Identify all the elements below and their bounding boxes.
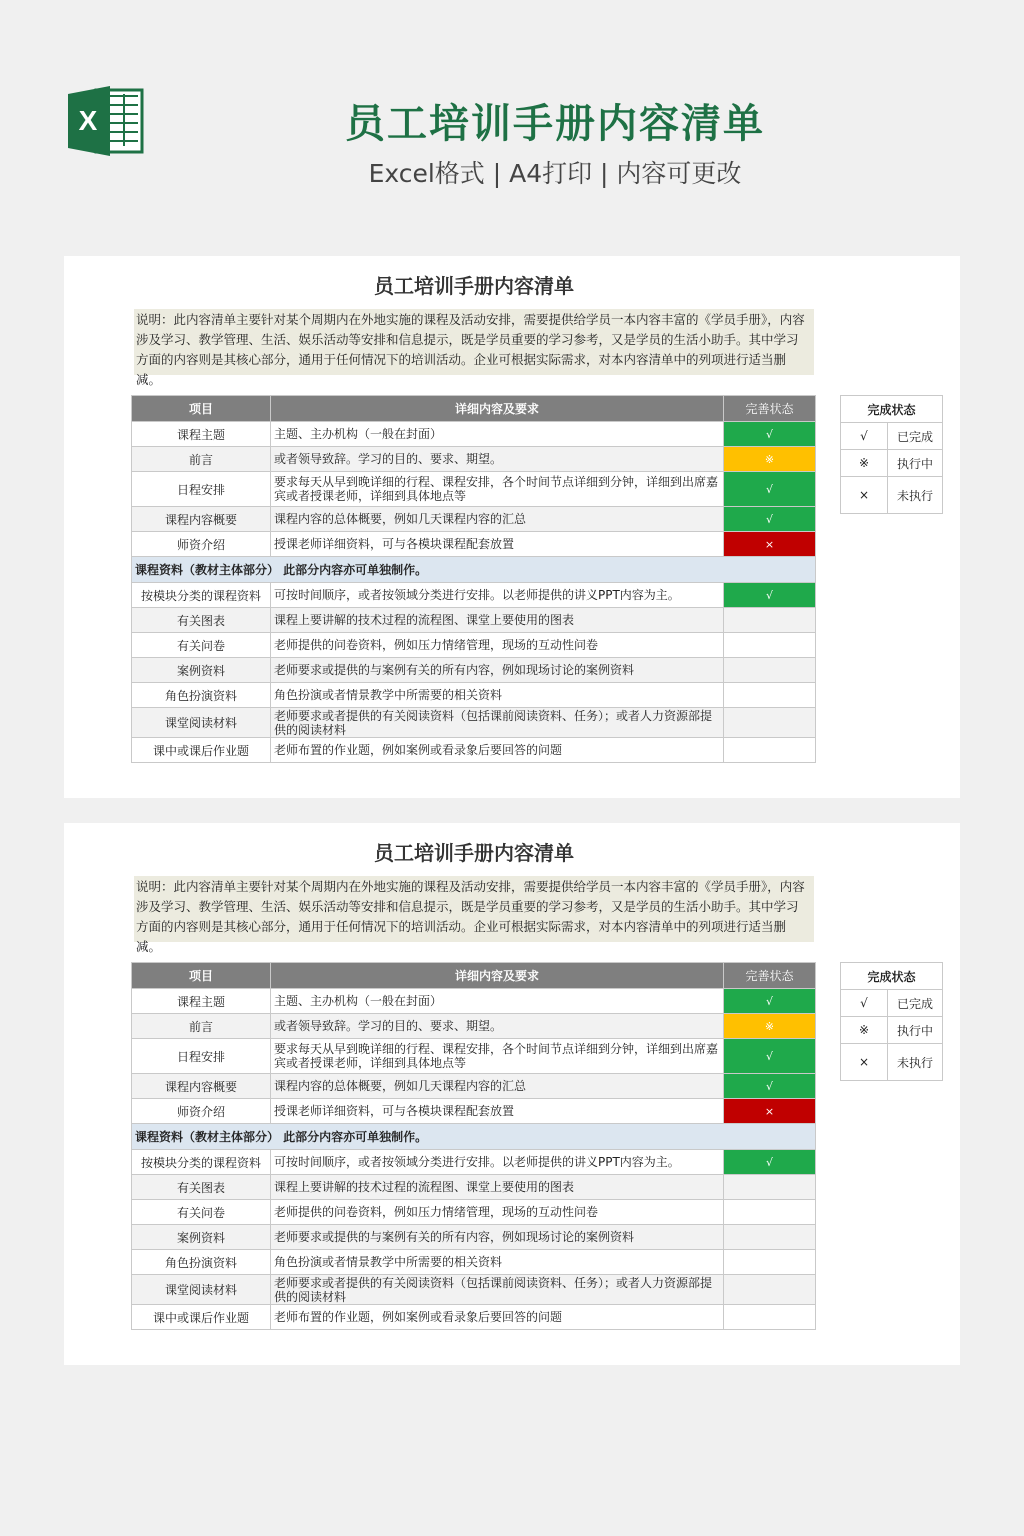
cell-item: 案例资料 <box>132 658 271 683</box>
cell-detail: 主题、主办机构（一般在封面） <box>271 989 724 1014</box>
section-row <box>132 557 816 583</box>
sheet-title: 员工培训手册内容清单 <box>374 841 574 865</box>
cell-detail: 角色扮演或者情景教学中所需要的相关资料 <box>271 683 724 708</box>
content-table <box>131 395 816 763</box>
table-row <box>132 532 816 557</box>
cell-item: 角色扮演资料 <box>132 683 271 708</box>
table-row <box>132 472 816 507</box>
cell-detail: 要求每天从早到晚详细的行程、课程安排，各个时间节点详细到分钟，详细到出席嘉宾或者授课老师，详细到具体地点等 <box>271 472 724 507</box>
cell-item: 有关图表 <box>132 608 271 633</box>
legend-label: 未执行 <box>888 1044 943 1081</box>
cell-detail: 可按时间顺序，或者按领域分类进行安排。以老师提供的讲义PPT内容为主。 <box>271 583 724 608</box>
legend-row <box>841 450 943 477</box>
cell-item: 师资介绍 <box>132 532 271 557</box>
legend-row <box>841 423 943 450</box>
cell-status: ※ <box>724 1014 816 1039</box>
cell-status: √ <box>724 989 816 1014</box>
cell-item: 师资介绍 <box>132 1099 271 1124</box>
table-row <box>132 1039 816 1074</box>
cell-detail: 老师要求或提供的与案例有关的所有内容，例如现场讨论的案例资料 <box>271 658 724 683</box>
cell-status <box>724 738 816 763</box>
cell-item: 前言 <box>132 1014 271 1039</box>
legend-symbol: √ <box>841 423 888 450</box>
legend-label: 未执行 <box>888 477 943 514</box>
cell-detail: 或者领导致辞。学习的目的、要求、期望。 <box>271 447 724 472</box>
cell-detail: 课程内容的总体概要，例如几天课程内容的汇总 <box>271 1074 724 1099</box>
cell-item: 按模块分类的课程资料 <box>132 583 271 608</box>
cell-detail: 要求每天从早到晚详细的行程、课程安排，各个时间节点详细到分钟，详细到出席嘉宾或者授课老师，详细到具体地点等 <box>271 1039 724 1074</box>
cell-item: 有关问卷 <box>132 633 271 658</box>
table-row <box>132 738 816 763</box>
legend-title: 完成状态 <box>841 396 943 423</box>
cell-status <box>724 1175 816 1200</box>
legend-row <box>841 477 943 514</box>
table-row <box>132 1175 816 1200</box>
status-legend <box>840 962 943 1081</box>
column-header-detail: 详细内容及要求 <box>271 963 724 989</box>
cell-detail: 可按时间顺序，或者按领域分类进行安排。以老师提供的讲义PPT内容为主。 <box>271 1150 724 1175</box>
cell-item: 日程安排 <box>132 472 271 507</box>
table-row <box>132 422 816 447</box>
content-table <box>131 962 816 1330</box>
table-cutoff <box>131 777 815 798</box>
cell-status: ※ <box>724 447 816 472</box>
cell-status <box>724 1275 816 1305</box>
cell-item: 课程主题 <box>132 422 271 447</box>
legend-row <box>841 1017 943 1044</box>
cell-detail: 课程上要讲解的技术过程的流程图、课堂上要使用的图表 <box>271 1175 724 1200</box>
legend-symbol: × <box>841 1044 888 1081</box>
cell-item: 按模块分类的课程资料 <box>132 1150 271 1175</box>
table-row <box>132 1099 816 1124</box>
table-cutoff <box>131 1344 815 1365</box>
cell-status <box>724 708 816 738</box>
table-row <box>132 658 816 683</box>
column-header-detail: 详细内容及要求 <box>271 396 724 422</box>
section-label: 课程资料（教材主体部分） 此部分内容亦可单独制作。 <box>132 557 816 583</box>
legend-label: 已完成 <box>888 423 943 450</box>
cell-status: √ <box>724 583 816 608</box>
page-title: 员工培训手册内容清单 <box>345 101 765 147</box>
cell-item: 案例资料 <box>132 1225 271 1250</box>
cell-status <box>724 658 816 683</box>
table-row <box>132 708 816 738</box>
column-header-status: 完善状态 <box>724 396 816 422</box>
sheet-description: 说明：此内容清单主要针对某个周期内在外地实施的课程及活动安排，需要提供给学员一本内容丰富的《学员手册》，内容涉及学习、教学管理、生活、娱乐活动等安排和信息提示，既是学员重要的学习参考，又是学员的生活小助手。其中学习方面的内容则是其核心部分，通用于任何情况下的培训活动。企业可根据实际需求，对本内容清单中的列项进行适当删减。 <box>134 876 814 942</box>
cell-status: √ <box>724 1039 816 1074</box>
cell-item: 课程主题 <box>132 989 271 1014</box>
cell-item: 课中或课后作业题 <box>132 1305 271 1330</box>
cell-status: √ <box>724 507 816 532</box>
table-row <box>132 583 816 608</box>
cell-item: 角色扮演资料 <box>132 1250 271 1275</box>
legend-title: 完成状态 <box>841 963 943 990</box>
table-row <box>132 989 816 1014</box>
cell-item: 有关问卷 <box>132 1200 271 1225</box>
cell-item: 课中或课后作业题 <box>132 738 271 763</box>
cell-detail: 主题、主办机构（一般在封面） <box>271 422 724 447</box>
section-row <box>132 1124 816 1150</box>
sheet-description: 说明：此内容清单主要针对某个周期内在外地实施的课程及活动安排，需要提供给学员一本内容丰富的《学员手册》，内容涉及学习、教学管理、生活、娱乐活动等安排和信息提示，既是学员重要的学习参考，又是学员的生活小助手。其中学习方面的内容则是其核心部分，通用于任何情况下的培训活动。企业可根据实际需求，对本内容清单中的列项进行适当删减。 <box>134 309 814 375</box>
cell-status <box>724 1200 816 1225</box>
sheet-title: 员工培训手册内容清单 <box>374 274 574 298</box>
sheet-preview-panel <box>64 256 960 798</box>
cell-detail: 老师提供的问卷资料，例如压力情绪管理，现场的互动性问卷 <box>271 1200 724 1225</box>
cell-item: 课堂阅读材料 <box>132 708 271 738</box>
cell-detail: 老师布置的作业题，例如案例或看录象后要回答的问题 <box>271 738 724 763</box>
legend-symbol: ※ <box>841 1017 888 1044</box>
table-row <box>132 1275 816 1305</box>
legend-row <box>841 1044 943 1081</box>
legend-label: 已完成 <box>888 990 943 1017</box>
legend-label: 执行中 <box>888 1017 943 1044</box>
table-row <box>132 1305 816 1330</box>
cell-status: × <box>724 1099 816 1124</box>
cell-status <box>724 1225 816 1250</box>
cell-status <box>724 608 816 633</box>
page-subtitle: Excel格式 | A4打印 | 内容可更改 <box>368 159 742 188</box>
cell-status: × <box>724 532 816 557</box>
legend-symbol: × <box>841 477 888 514</box>
column-header-item: 项目 <box>132 963 271 989</box>
cell-detail: 或者领导致辞。学习的目的、要求、期望。 <box>271 1014 724 1039</box>
cell-item: 日程安排 <box>132 1039 271 1074</box>
table-row <box>132 1150 816 1175</box>
cell-status <box>724 1305 816 1330</box>
cell-status: √ <box>724 422 816 447</box>
table-row <box>132 1074 816 1099</box>
status-legend <box>840 395 943 514</box>
table-header-row <box>132 396 816 422</box>
cell-detail: 老师布置的作业题，例如案例或看录象后要回答的问题 <box>271 1305 724 1330</box>
excel-logo-icon <box>66 84 144 158</box>
column-header-status: 完善状态 <box>724 963 816 989</box>
cell-detail: 授课老师详细资料，可与各模块课程配套放置 <box>271 532 724 557</box>
cell-detail: 课程内容的总体概要，例如几天课程内容的汇总 <box>271 507 724 532</box>
table-row <box>132 1200 816 1225</box>
cell-detail: 老师要求或提供的与案例有关的所有内容，例如现场讨论的案例资料 <box>271 1225 724 1250</box>
table-row <box>132 1014 816 1039</box>
cell-status: √ <box>724 1150 816 1175</box>
section-label: 课程资料（教材主体部分） 此部分内容亦可单独制作。 <box>132 1124 816 1150</box>
sheet-preview-panel <box>64 823 960 1365</box>
table-row <box>132 447 816 472</box>
legend-label: 执行中 <box>888 450 943 477</box>
column-header-item: 项目 <box>132 396 271 422</box>
table-header-row <box>132 963 816 989</box>
cell-detail: 老师要求或者提供的有关阅读资料（包括课前阅读资料、任务）；或者人力资源部提供的阅读材料 <box>271 708 724 738</box>
table-row <box>132 633 816 658</box>
cell-detail: 课程上要讲解的技术过程的流程图、课堂上要使用的图表 <box>271 608 724 633</box>
table-row <box>132 608 816 633</box>
cell-status <box>724 633 816 658</box>
cell-detail: 角色扮演或者情景教学中所需要的相关资料 <box>271 1250 724 1275</box>
cell-item: 课程内容概要 <box>132 507 271 532</box>
table-row <box>132 1250 816 1275</box>
cell-status <box>724 1250 816 1275</box>
legend-symbol: √ <box>841 990 888 1017</box>
cell-item: 前言 <box>132 447 271 472</box>
cell-detail: 授课老师详细资料，可与各模块课程配套放置 <box>271 1099 724 1124</box>
table-row <box>132 1225 816 1250</box>
cell-status: √ <box>724 1074 816 1099</box>
legend-row <box>841 990 943 1017</box>
cell-item: 课程内容概要 <box>132 1074 271 1099</box>
cell-status: √ <box>724 472 816 507</box>
cell-detail: 老师提供的问卷资料，例如压力情绪管理，现场的互动性问卷 <box>271 633 724 658</box>
legend-symbol: ※ <box>841 450 888 477</box>
logo-letter: X <box>78 105 98 136</box>
table-row <box>132 683 816 708</box>
page-header <box>0 0 1024 230</box>
cell-status <box>724 683 816 708</box>
cell-detail: 老师要求或者提供的有关阅读资料（包括课前阅读资料、任务）；或者人力资源部提供的阅读材料 <box>271 1275 724 1305</box>
table-row <box>132 507 816 532</box>
cell-item: 课堂阅读材料 <box>132 1275 271 1305</box>
cell-item: 有关图表 <box>132 1175 271 1200</box>
